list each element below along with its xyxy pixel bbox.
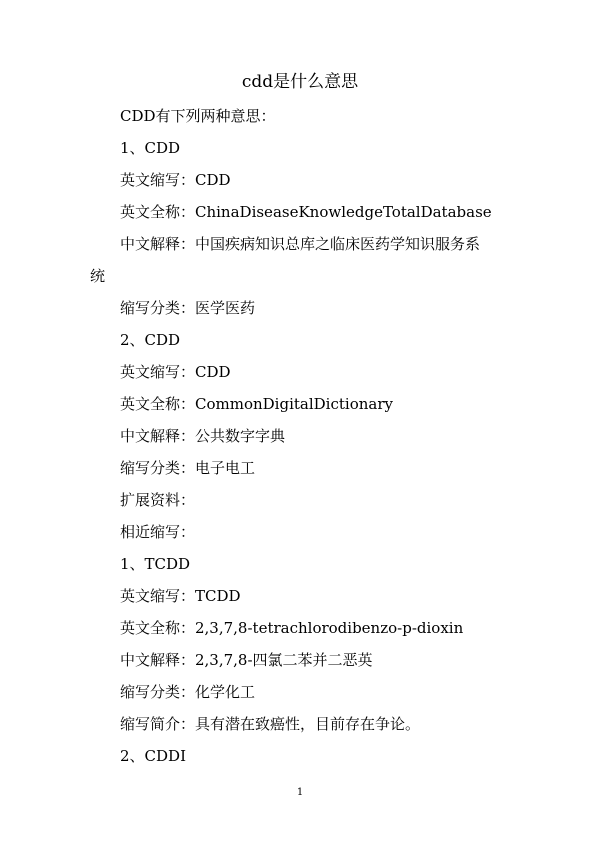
text-line: 缩写分类：化学化工	[120, 683, 256, 701]
text-line: 扩展资料：	[120, 491, 196, 509]
page-number: 1	[296, 787, 304, 798]
section-heading: 2、CDD	[120, 331, 181, 349]
text-line: CDD有下列两种意思：	[120, 107, 276, 125]
text-line: 缩写简介：具有潜在致癌性，目前存在争论。	[120, 715, 421, 733]
text-line: 中文解释：2,3,7,8-四氯二苯并二恶英	[120, 651, 373, 669]
text-line: 中文解释：中国疾病知识总库之临床医药学知识服务系	[120, 235, 481, 253]
text-line: 英文缩写：CDD	[120, 363, 231, 381]
document-title: cdd是什么意思	[241, 72, 359, 92]
text-line: 英文缩写：TCDD	[120, 587, 241, 605]
text-line: 相近缩写：	[120, 523, 196, 541]
text-line: 英文缩写：CDD	[120, 171, 231, 189]
text-line: 英文全称：ChinaDiseaseKnowledgeTotalDatabase	[120, 203, 492, 221]
text-line: 中文解释：公共数字字典	[120, 427, 286, 445]
section-heading: 1、CDD	[120, 139, 181, 157]
text-line: 英文全称：2,3,7,8-tetrachlorodibenzo-p-dioxin	[120, 619, 464, 637]
section-heading: 1、TCDD	[120, 555, 191, 573]
text-line: 缩写分类：电子电工	[120, 459, 256, 477]
section-heading: 2、CDDI	[120, 747, 186, 765]
text-line: 缩写分类：医学医药	[120, 299, 256, 317]
text-line: 英文全称：CommonDigitalDictionary	[120, 395, 393, 413]
text-line-continuation: 统	[90, 267, 106, 285]
